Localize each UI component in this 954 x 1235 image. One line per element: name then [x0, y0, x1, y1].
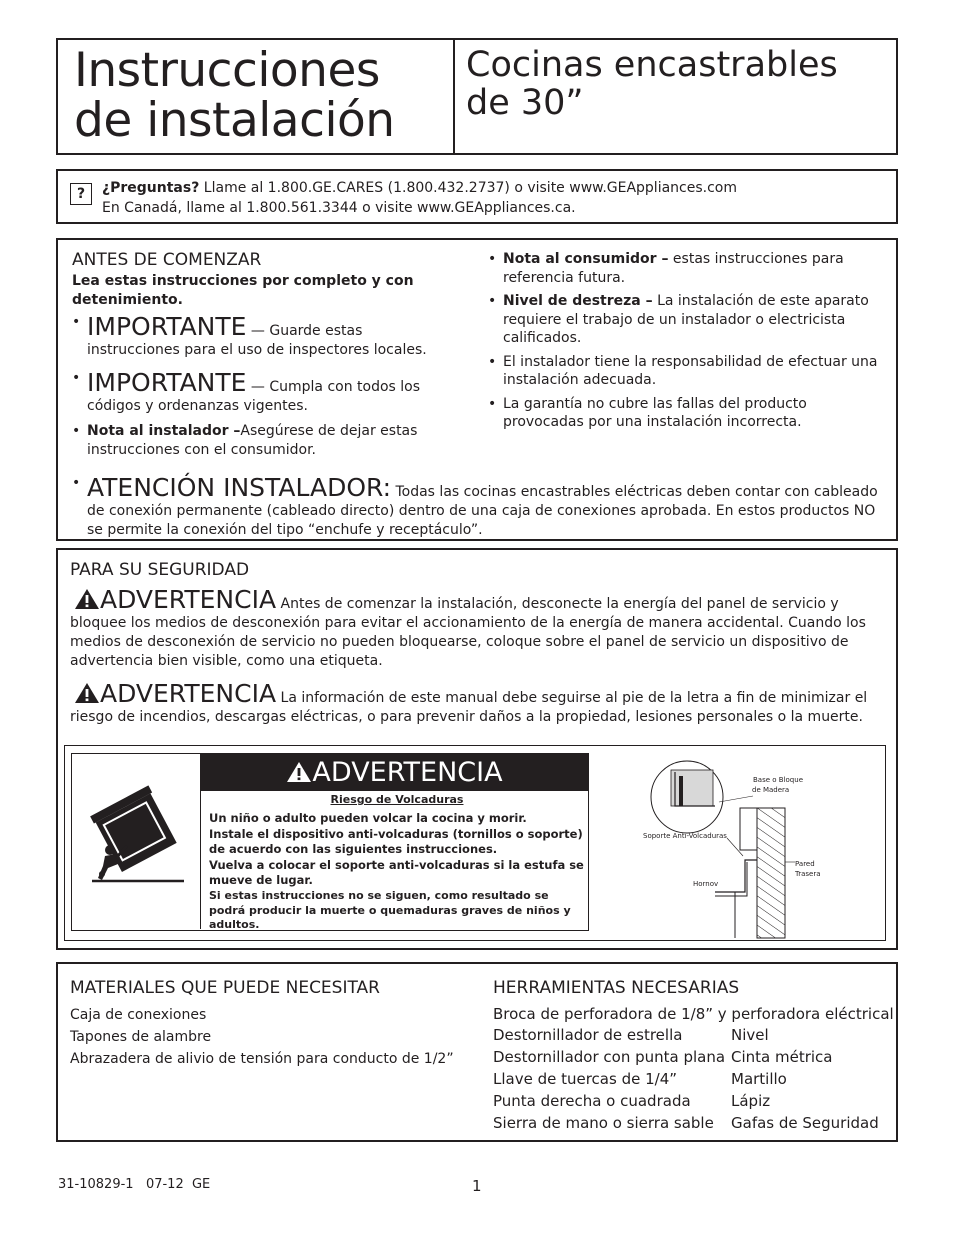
warning-2: ADVERTENCIA La información de este manual debe seguirse al pie de la letra a fin de minimizar el riesgo de incendios, descargas eléctricas, o para prevenir daños a la propiedad, lesiones personales o la muerte.: [70, 679, 868, 725]
diagram-label-soporte: Soporte Anti-Volcaduras: [643, 832, 727, 840]
product-title: Cocinas encastrables de 30”: [466, 45, 838, 123]
page-number: 1: [472, 1177, 482, 1195]
nivel-destreza: • Nivel de destreza – La instalación de este aparato requiere el trabajo de un instalador o electricista calificados.: [488, 292, 888, 348]
before-left-column: [72, 250, 452, 459]
material-item: Caja de conexiones: [70, 1007, 207, 1023]
tip-over-label: [71, 753, 589, 931]
materials-tools-box: [56, 962, 898, 1142]
materials-list: [70, 1004, 480, 1070]
before-right-column: [488, 250, 888, 432]
tip-over-range-icon: [72, 754, 200, 928]
garantia: • La garantía no cubre las fallas del producto provocadas por una instalación incorrecta.: [488, 395, 888, 432]
before-subheading: Lea estas instrucciones por completo y con detenimiento.: [72, 273, 414, 308]
nota-instalador: • Nota al instalador –Asegúrese de dejar estas instrucciones con el consumidor.: [72, 422, 452, 459]
tools-row: Sierra de mano o sierra sable Gafas de Seguridad: [493, 1114, 879, 1132]
tools-row: Destornillador con punta plana Cinta métrica: [493, 1048, 833, 1066]
tools-heading: HERRAMIENTAS NECESARIAS: [493, 978, 740, 998]
warning-triangle-icon: [286, 761, 312, 783]
tools-table: [493, 1024, 893, 1134]
importante-1: • IMPORTANTE — Guarde estas instrucciones para el uso de inspectores locales.: [72, 313, 452, 360]
before-heading: ANTES DE COMENZAR: [72, 250, 262, 270]
page-title: Instrucciones de instalación: [74, 43, 395, 148]
diagram-label-pared-2: Trasera: [795, 870, 821, 878]
tools-first: Broca de perforadora de 1/8” y perforadora eléctrical: [493, 1005, 894, 1023]
header-divider: [453, 40, 455, 153]
warning-triangle-icon: [74, 682, 100, 704]
diagram-label-base-2: de Madera: [752, 786, 790, 794]
materials-column: [70, 978, 480, 1070]
before-you-begin-box: [56, 238, 898, 541]
nota-consumidor: • Nota al consumidor – estas instrucciones para referencia futura.: [488, 250, 888, 287]
material-item: Abrazadera de alivio de tensión para conducto de 1/2”: [70, 1051, 454, 1067]
tools-column: [493, 978, 893, 1134]
safety-box: [56, 548, 898, 950]
questions-line1: Llame al 1.800.GE.CARES (1.800.432.2737) o visite www.GEAppliances.com: [199, 180, 737, 196]
before-right-list: [488, 250, 888, 432]
safety-heading: PARA SU SEGURIDAD: [70, 560, 250, 580]
footer-code: 31-10829-1 07-12 GE: [58, 1177, 211, 1192]
diagram-label-pared: Pared: [795, 860, 815, 868]
tip-over-subtitle: Riesgo de Volcaduras: [330, 793, 464, 806]
tip-over-pictogram: [72, 754, 201, 929]
questions-line2: En Canadá, llame al 1.800.561.3344 o visite www.GEAppliances.ca.: [102, 200, 576, 216]
atencion-block: [72, 474, 884, 540]
materials-heading: MATERIALES QUE PUEDE NECESITAR: [70, 978, 380, 998]
tools-row: Punta derecha o cuadrada Lápiz: [493, 1092, 771, 1110]
warning-triangle-icon: [74, 588, 100, 610]
questions-box: [56, 169, 898, 224]
header-box: [56, 38, 898, 155]
material-item: Tapones de alambre: [70, 1029, 212, 1045]
before-left-list: [72, 313, 452, 459]
atencion-instalador: • ATENCIÓN INSTALADOR: Todas las cocinas encastrables eléctricas deben contar con cableado de conexión permanente (cableado directo) dentro de una caja de conexiones aprobada. En estos productos NO se permite la conexión del tipo “enchufe y receptáculo”.: [72, 474, 884, 540]
importante-2: • IMPORTANTE — Cumpla con todos los códigos y ordenanzas vigentes.: [72, 369, 452, 416]
question-icon: ?: [70, 183, 92, 205]
tip-over-label-header: ADVERTENCIA: [201, 754, 588, 791]
warning-1: ADVERTENCIA Antes de comenzar la instalación, desconecte la energía del panel de servicio y bloquee los medios de desconexión para evitar el accionamiento de la energía de manera accidental. Cuando los medios de desconexión de servicio no pueden bloquearse, coloque sobre el panel de servicio un dispositivo de advertencia bien visible, como una etiqueta.: [70, 585, 866, 669]
diagram-label-base: Base o Bloque: [753, 776, 803, 784]
tools-row: Destornillador de estrella Nivel: [493, 1026, 769, 1044]
tip-over-panel: [64, 745, 886, 941]
questions-text: [102, 178, 882, 218]
tip-over-label-body: Riesgo de Volcaduras Un niño o adulto pueden volcar la cocina y morir. Instale el dispositivo anti-volcaduras (tornillos o soporte) de acuerdo con las siguientes instrucciones. Vuelva a colocar el soporte anti-volcaduras si la estufa se mueve de lugar. Si estas instrucciones no se siguen, como resultado se podrá producir la muerte o quemaduras graves de niños y adultos.: [209, 793, 584, 931]
diagram-label-horno: Hornov: [693, 880, 719, 888]
tools-row: Llave de tuercas de 1/4” Martillo: [493, 1070, 787, 1088]
installer-responsibility: • El instalador tiene la responsabilidad de efectuar una instalación adecuada.: [488, 353, 888, 390]
anti-tip-diagram: [635, 752, 885, 940]
questions-lead: ¿Preguntas?: [102, 180, 200, 196]
